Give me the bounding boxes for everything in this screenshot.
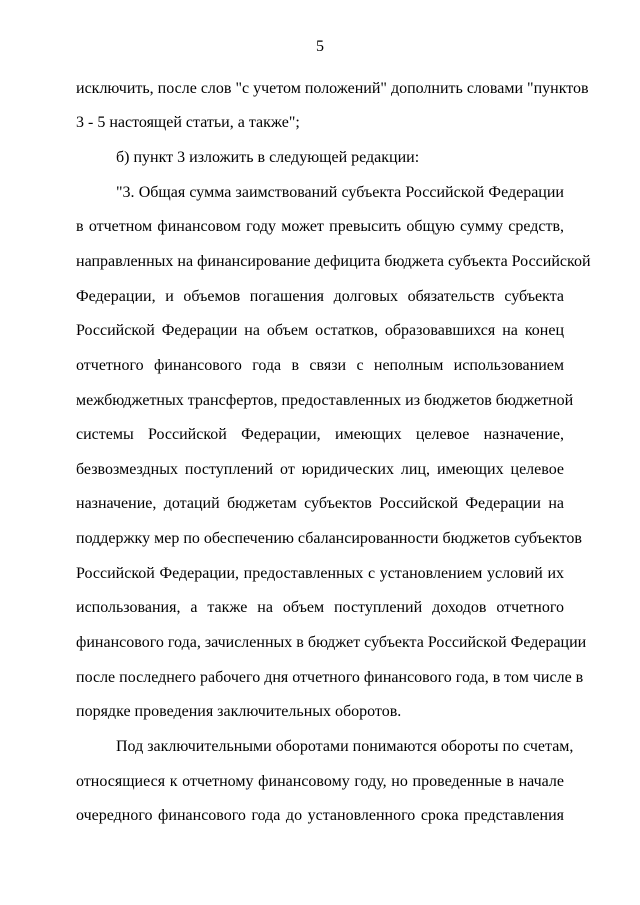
text-line: Под заключительными оборотами понимаются обороты по счетам, (116, 738, 574, 755)
text-line: после последнего рабочего дня отчетного финансового года, в том числе в (76, 669, 584, 686)
text-line: отчетного финансового года в связи с неполным использованием (76, 357, 564, 374)
text-line: исключить, после слов "с учетом положений" дополнить словами "пунктов (76, 80, 589, 97)
page-number: 5 (316, 38, 324, 55)
text-line: Российской Федерации на объем остатков, образовавшихся на конец (76, 322, 564, 339)
text-line: направленных на финансирование дефицита бюджета субъекта Российской (76, 253, 591, 270)
text-line: назначение, дотаций бюджетам субъектов Российской Федерации на (76, 495, 564, 512)
text-line: Федерации, и объемов погашения долговых обязательств субъекта (76, 288, 564, 305)
text-line: финансового года, зачисленных в бюджет субъекта Российской Федерации (76, 634, 587, 651)
text-line: безвозмездных поступлений от юридических лиц, имеющих целевое (76, 461, 564, 478)
text-line: б) пункт 3 изложить в следующей редакции: (116, 149, 420, 166)
text-line: 3 - 5 настоящей статьи, а также"; (76, 114, 300, 131)
text-line: использования, а также на объем поступлений доходов отчетного (76, 599, 564, 616)
text-line: относящиеся к отчетному финансовому году, но проведенные в начале (76, 773, 564, 790)
text-line: межбюджетных трансфертов, предоставленных из бюджетов бюджетной (76, 392, 574, 409)
text-line: "3. Общая сумма заимствований субъекта Российской Федерации (116, 184, 564, 201)
text-line: поддержку мер по обеспечению сбалансированности бюджетов субъектов (76, 530, 582, 547)
text-line: очередного финансового года до установленного срока представления (76, 807, 564, 824)
text-line: в отчетном финансовом году может превысить общую сумму средств, (76, 218, 564, 235)
text-line: порядке проведения заключительных оборотов. (76, 703, 402, 720)
text-line: системы Российской Федерации, имеющих целевое назначение, (76, 426, 564, 443)
text-line: Российской Федерации, предоставленных с установлением условий их (76, 565, 564, 582)
